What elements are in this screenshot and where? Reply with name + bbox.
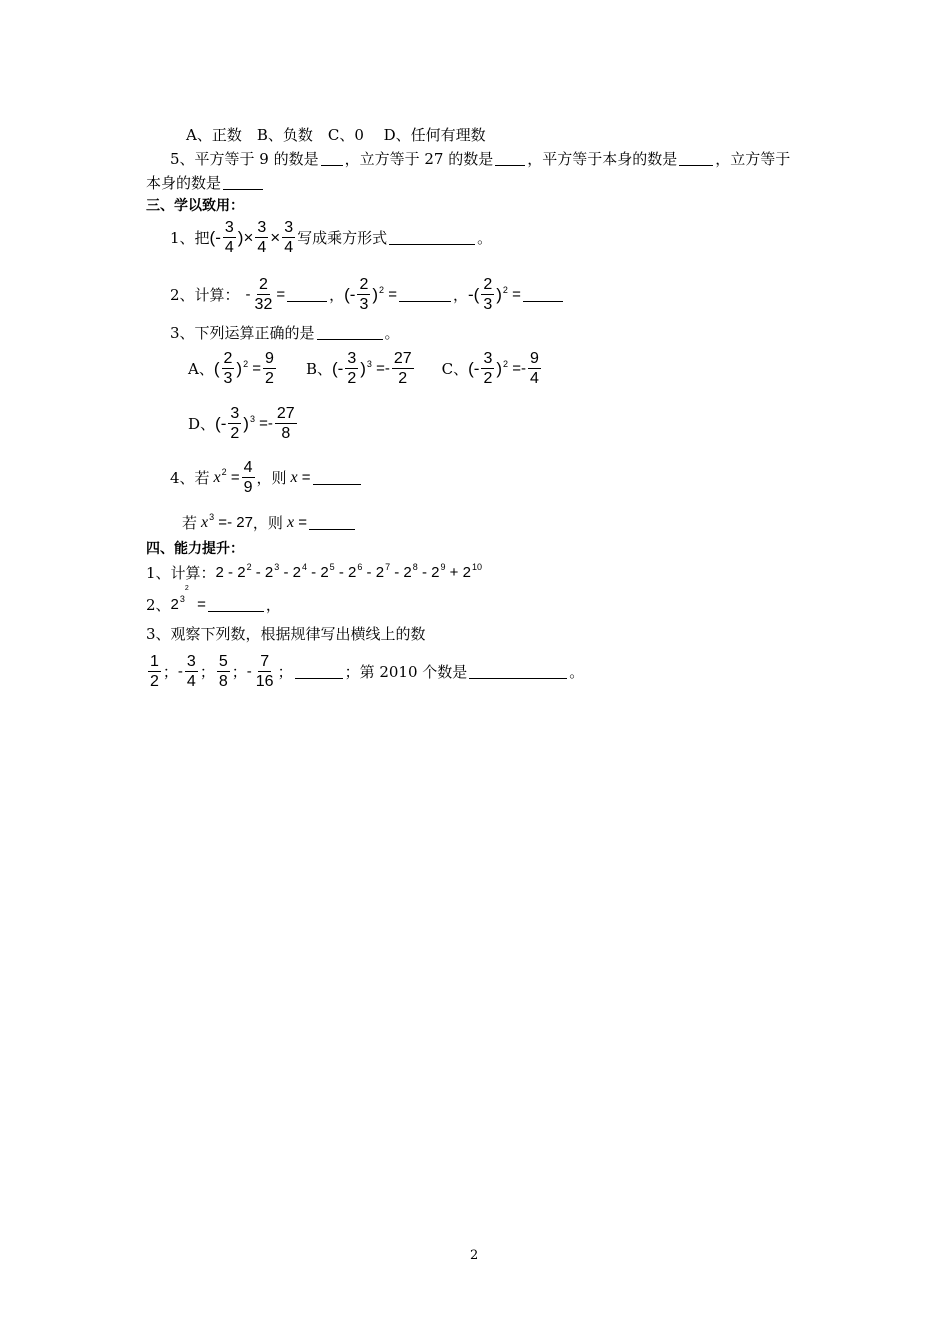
math-text: =: [294, 514, 307, 531]
math-text: )$^2$: [496, 284, 508, 304]
s3-q3-option-d-line: [188, 404, 299, 443]
section3-title: [146, 195, 244, 215]
s3-q1-label: 1、把: [170, 229, 210, 247]
fraction: $\frac{27}{8}$: [276, 405, 295, 442]
math-text: ，: [452, 286, 468, 304]
q4-options-text: A、正数 B、负数 C、0 D、任何有理数: [186, 126, 486, 144]
math-text: =-: [508, 360, 526, 377]
s4-q2-blank[interactable]: [208, 597, 264, 612]
s3-q2-blank-2[interactable]: [399, 287, 451, 302]
q5-blank-2[interactable]: [495, 151, 525, 166]
math-text: ，: [329, 286, 345, 304]
math-text: ；: [277, 663, 293, 681]
s3-q1: [170, 218, 492, 257]
s4-q1-expression: $2 - 2^2 - 2^3 - 2^4 - 2^5 - 2^6 - 2^7 - 2^8 - 2^9 + 2^{10}$: [215, 562, 482, 581]
math-text: )$^2$: [496, 358, 509, 378]
s3-q3-label: 3、下列运算正确的是: [170, 324, 315, 342]
fraction: $\frac{3}{2}$: [483, 350, 493, 387]
s3-q4-blank-1[interactable]: [313, 470, 361, 485]
s3-q4-then2: ，则: [252, 514, 283, 532]
math-var: x: [213, 468, 221, 486]
fraction: $\frac{3}{2}$: [347, 350, 357, 387]
math-text: ，: [265, 596, 281, 614]
q5-part-c: ，平方等于本身的数是: [527, 150, 678, 168]
s3-q2-blank-3[interactable]: [523, 287, 563, 302]
s4-q2: [146, 585, 281, 615]
fraction: $\frac{5}{8}$: [218, 653, 228, 690]
q5-blank-1[interactable]: [321, 151, 343, 166]
fraction: $\frac{4}{9}$: [243, 459, 253, 496]
math-text: =-: [371, 360, 390, 377]
math-text: )$^2$: [236, 358, 249, 378]
math-text: ；: [231, 663, 247, 681]
section3-title-text: 三、学以致用：: [146, 198, 244, 214]
s3-q2: [170, 275, 565, 314]
fraction: $\frac{3}{4}$: [257, 219, 267, 256]
math-text: -(: [468, 284, 480, 304]
fraction: $\frac{3}{2}$: [230, 405, 240, 442]
q5-line2: [146, 172, 265, 193]
s4-q3-blank-2[interactable]: [469, 664, 567, 679]
page-number: [470, 1248, 478, 1263]
q5-part-e: 本身的数是: [146, 174, 222, 192]
s3-q3-option-d: D、: [188, 415, 216, 433]
fraction: $\frac{2}{32}$: [254, 276, 273, 313]
math-var: x: [290, 468, 298, 486]
math-text: ；: [162, 663, 178, 681]
math-text: )$^2$: [372, 284, 385, 304]
fraction: $\frac{2}{3}$: [223, 350, 233, 387]
s3-q2-blank-1[interactable]: [287, 287, 327, 302]
s3-q3-option-b: B、: [305, 360, 332, 378]
math-text: =-: [254, 415, 273, 432]
math-text: (-: [468, 358, 480, 378]
s3-q3: [170, 322, 400, 343]
math-text: )$^3$: [243, 413, 255, 433]
fraction: $\frac{2}{3}$: [483, 276, 493, 313]
s4-q3: [146, 623, 426, 644]
s3-q2-label: 2、计算：: [170, 286, 240, 304]
page-number-text: 2: [470, 1248, 479, 1263]
q5-blank-4[interactable]: [223, 175, 263, 190]
fraction: $\frac{9}{2}$: [265, 350, 274, 387]
math-text: =: [384, 286, 397, 303]
math-text: (: [213, 358, 220, 378]
s3-q3-option-c: C、: [441, 360, 469, 378]
math-text: ；: [199, 663, 215, 681]
s3-q3-end: 。: [384, 324, 400, 342]
math-text: )×: [237, 227, 254, 247]
s4-q3-nth: ；第 2010 个数是: [344, 663, 468, 681]
s3-q4: [170, 458, 363, 497]
s3-q4b: [182, 512, 357, 533]
fraction: $\frac{7}{16}$: [255, 653, 274, 690]
section4-title: [146, 538, 244, 558]
s3-q4-label: 4、若: [170, 469, 210, 487]
s4-q3-blank-1[interactable]: [295, 664, 343, 679]
math-text: )$^3$: [360, 358, 372, 378]
s3-q1-text: 写成乘方形式: [297, 229, 388, 247]
math-var: x: [286, 513, 295, 531]
s3-q3-options-abc: [188, 349, 543, 388]
math-text: (-: [209, 227, 221, 247]
q4-options: [186, 124, 486, 145]
math-var: x: [201, 513, 209, 531]
s3-q4-blank-2[interactable]: [309, 515, 355, 530]
fraction: $\frac{2}{3}$: [359, 276, 369, 313]
s4-q2-label: 2、: [146, 596, 171, 614]
math-text: =: [276, 286, 286, 303]
s3-q1-end: 。: [477, 229, 493, 247]
math-text: (-: [215, 413, 227, 433]
s3-q4-then: ，则: [256, 469, 287, 487]
fraction: $\frac{3}{4}$: [186, 653, 196, 690]
fraction: $\frac{3}{4}$: [284, 219, 294, 256]
q5-blank-3[interactable]: [679, 151, 713, 166]
s4-q3-sequence: [146, 652, 584, 691]
math-text: $^2$ =: [221, 467, 240, 486]
s3-q3-blank[interactable]: [317, 325, 383, 340]
s4-q3-end: 。: [569, 663, 585, 681]
math-text: (-: [331, 358, 344, 378]
q5-part-b: ，立方等于 27 的数是: [344, 150, 494, 168]
math-text: =: [507, 286, 521, 303]
section4-title-text: 四、能力提升：: [146, 541, 244, 557]
fraction: $\frac{9}{4}$: [529, 350, 539, 387]
fraction: $\frac{1}{2}$: [150, 653, 159, 690]
math-text: =: [297, 469, 311, 486]
s3-q1-blank[interactable]: [389, 230, 475, 245]
s4-q1: [146, 562, 482, 583]
math-text: $^3$ =- 27: [209, 512, 253, 531]
s4-q3-label: 3、观察下列数，根据规律写出横线上的数: [146, 625, 426, 643]
q5-part-a: 5、平方等于 9 的数是: [170, 150, 319, 168]
q5-part-d: ，立方等于: [715, 150, 791, 168]
math-text: -: [245, 286, 251, 303]
s4-q1-label: 1、计算：: [146, 564, 216, 582]
math-text: -: [177, 663, 183, 680]
q5-line1: [170, 148, 790, 169]
math-text: ×: [270, 227, 281, 247]
math-text: (-: [344, 284, 356, 304]
s3-q3-option-a: A、: [188, 360, 214, 378]
math-text: =: [248, 360, 262, 377]
math-text: -: [246, 663, 252, 680]
s4-q2-expression: $2^{3^2}$ =: [170, 585, 206, 613]
fraction: $\frac{3}{4}$: [224, 219, 234, 256]
fraction: $\frac{27}{2}$: [393, 350, 412, 387]
s3-q4-label2: 若: [182, 514, 198, 532]
